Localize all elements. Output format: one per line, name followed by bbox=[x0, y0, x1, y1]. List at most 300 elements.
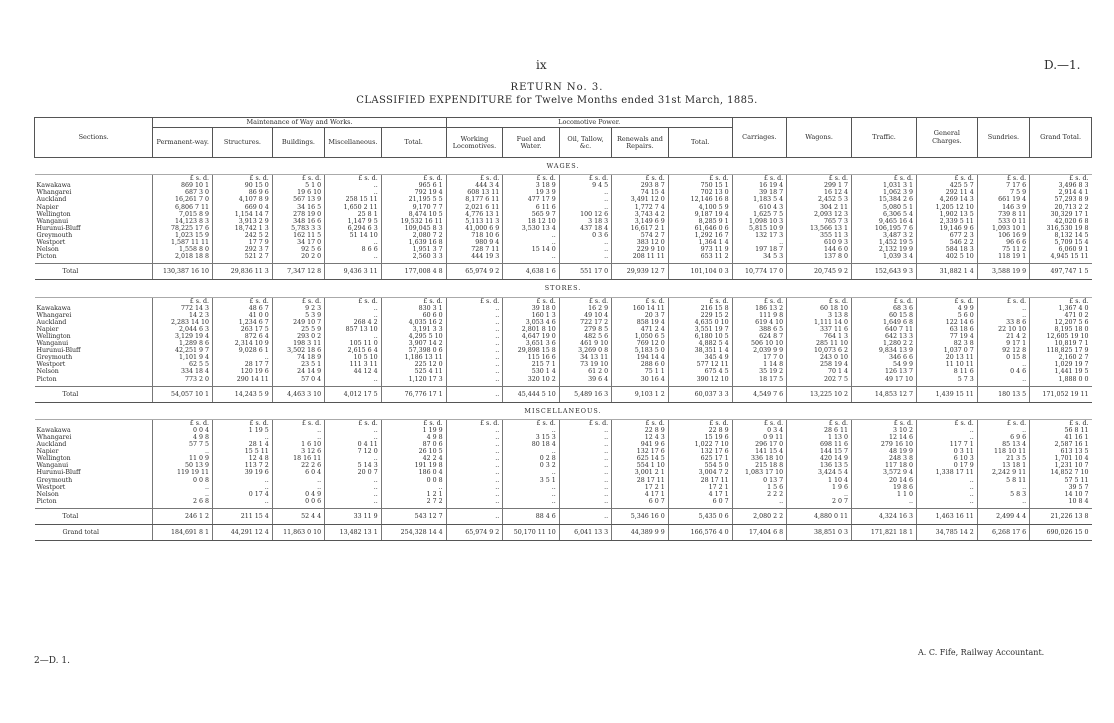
col-header: Buildings. bbox=[272, 128, 324, 158]
table-cell: 34 13 11 bbox=[559, 354, 611, 361]
units-cell: £ s. d. bbox=[916, 175, 977, 183]
table-cell: 35 19 2 bbox=[732, 368, 786, 375]
table-cell: 25 8 1 bbox=[325, 211, 382, 218]
table-cell: 16 12 4 bbox=[787, 189, 852, 196]
table-cell: 6,294 6 3 bbox=[325, 225, 382, 232]
table-cell: 1,101 9 4 bbox=[153, 354, 213, 361]
total-cell: 543 12 7 bbox=[381, 508, 446, 524]
table-cell: .. bbox=[559, 189, 611, 196]
total-label: Total bbox=[35, 386, 153, 402]
table-cell: 739 8 11 bbox=[977, 211, 1029, 218]
table-cell: 687 3 0 bbox=[153, 189, 213, 196]
row-label: Wellington bbox=[36, 455, 71, 463]
table-cell: .. bbox=[153, 484, 213, 491]
table-cell: 2,615 6 4 bbox=[325, 347, 382, 354]
row-label: Hurunui-Bluff bbox=[36, 469, 81, 477]
table-cell: .. bbox=[446, 469, 503, 476]
table-cell: .. bbox=[559, 239, 611, 246]
table-cell: 6 0 7 bbox=[612, 498, 669, 509]
table-cell: 4,945 15 11 bbox=[1030, 253, 1092, 264]
table-cell: 8 11 6 bbox=[916, 368, 977, 375]
total-cell: 9,436 3 11 bbox=[325, 264, 382, 280]
units-cell: £ s. d. bbox=[325, 175, 382, 183]
table-cell: 75 11 2 bbox=[977, 246, 1029, 253]
table-row bbox=[35, 462, 1092, 469]
table-cell: 75 1 1 bbox=[612, 368, 669, 375]
table-cell: 28 6 11 bbox=[787, 427, 852, 434]
table-cell: 1,039 3 4 bbox=[852, 253, 917, 264]
table-cell: 1,147 9 5 bbox=[325, 218, 382, 225]
table-cell: 12 4 3 bbox=[612, 434, 669, 441]
table-cell: 14 10 7 bbox=[1030, 491, 1092, 498]
table-cell: 669 0 4 bbox=[213, 204, 273, 211]
table-cell: 3,191 3 3 bbox=[381, 326, 446, 333]
table-cell: 109,045 8 3 bbox=[381, 225, 446, 232]
table-cell: 3,424 5 4 bbox=[787, 469, 852, 476]
table-cell: 258 15 11 bbox=[325, 196, 382, 203]
units-cell: £ s. d. bbox=[213, 419, 273, 427]
table-cell: 4,269 14 3 bbox=[916, 196, 977, 203]
table-cell: 1 1 0 bbox=[852, 491, 917, 498]
col-header: Carriages. bbox=[732, 118, 786, 158]
table-cell: 4,107 8 9 bbox=[213, 196, 273, 203]
table-cell: 677 2 3 bbox=[916, 232, 977, 239]
table-cell: 57,293 8 9 bbox=[1030, 196, 1092, 203]
table-cell: 1,902 13 5 bbox=[916, 211, 977, 218]
units-cell: £ s. d. bbox=[325, 297, 382, 305]
table-cell: 2,339 5 11 bbox=[916, 218, 977, 225]
table-cell: 12,605 19 10 bbox=[1030, 333, 1092, 340]
table-row bbox=[35, 189, 1092, 196]
table-cell: .. bbox=[503, 232, 560, 239]
table-cell: 197 18 7 bbox=[732, 246, 786, 253]
table-cell: 567 13 9 bbox=[272, 196, 324, 203]
table-cell: 3 18 3 bbox=[559, 218, 611, 225]
footer-signature: A. C. Fife, Railway Accountant. bbox=[918, 648, 1045, 657]
table-cell: 41 0 0 bbox=[213, 312, 273, 319]
units-cell: £ s. d. bbox=[852, 297, 917, 305]
table-cell: .. bbox=[325, 427, 382, 434]
total-cell: 4,638 1 6 bbox=[503, 264, 560, 280]
table-cell: .. bbox=[977, 305, 1029, 312]
table-cell: 248 3 8 bbox=[852, 455, 917, 462]
table-row bbox=[35, 441, 1092, 448]
table-cell: .. bbox=[852, 498, 917, 509]
table-cell: 2 2 2 bbox=[732, 491, 786, 498]
table-cell: 3 13 8 bbox=[787, 312, 852, 319]
table-cell: 546 2 2 bbox=[916, 239, 977, 246]
table-cell: 85 13 4 bbox=[977, 441, 1029, 448]
table-cell: 4,295 5 10 bbox=[381, 333, 446, 340]
total-cell: 31,882 1 4 bbox=[916, 264, 977, 280]
total-cell: 4,880 0 11 bbox=[787, 508, 852, 524]
table-cell: 12,207 5 6 bbox=[1030, 319, 1092, 326]
table-cell: 1 9 6 bbox=[787, 484, 852, 491]
table-cell: 28 17 11 bbox=[668, 477, 732, 484]
table-cell: 61,646 0 6 bbox=[668, 225, 732, 232]
table-cell: 1,023 15 9 bbox=[153, 232, 213, 239]
table-cell: 132 17 3 bbox=[732, 232, 786, 239]
table-cell: 4,776 13 1 bbox=[446, 211, 503, 218]
table-cell: 198 3 11 bbox=[272, 340, 324, 347]
table-cell: .. bbox=[559, 434, 611, 441]
table-cell: .. bbox=[559, 484, 611, 491]
table-cell: .. bbox=[446, 305, 503, 312]
table-cell: 5,113 11 3 bbox=[446, 218, 503, 225]
table-cell: 293 8 7 bbox=[612, 182, 669, 189]
table-cell: 3,502 18 6 bbox=[272, 347, 324, 354]
col-header: Wagons. bbox=[787, 118, 852, 158]
table-cell: 525 4 11 bbox=[381, 368, 446, 375]
table-cell: 1 19 5 bbox=[213, 427, 273, 434]
table-cell: 14 2 3 bbox=[153, 312, 213, 319]
table-cell: 444 19 3 bbox=[446, 253, 503, 264]
table-cell: 30 16 4 bbox=[612, 376, 669, 387]
table-cell: 17 7 0 bbox=[732, 354, 786, 361]
row-label: Whangarei bbox=[36, 189, 72, 197]
table-cell: 9 17 1 bbox=[977, 340, 1029, 347]
units-cell: £ s. d. bbox=[977, 175, 1029, 183]
table-cell: .. bbox=[446, 427, 503, 434]
table-cell: 471 0 2 bbox=[1030, 312, 1092, 319]
units-cell: £ s. d. bbox=[852, 175, 917, 183]
table-cell: 718 10 6 bbox=[446, 232, 503, 239]
table-row bbox=[35, 340, 1092, 347]
table-cell: 584 18 3 bbox=[916, 246, 977, 253]
table-cell: 444 3 4 bbox=[446, 182, 503, 189]
table-cell: 1,587 11 11 bbox=[153, 239, 213, 246]
table-cell: 320 10 2 bbox=[503, 376, 560, 387]
row-label: Napier bbox=[36, 448, 59, 456]
table-cell: 1,037 0 7 bbox=[916, 347, 977, 354]
grand-total-cell: 38,851 0 3 bbox=[787, 525, 852, 541]
table-cell: 1,338 17 11 bbox=[916, 469, 977, 476]
table-cell: 77 19 4 bbox=[916, 333, 977, 340]
table-cell: 24 14 9 bbox=[272, 368, 324, 375]
table-cell: .. bbox=[559, 491, 611, 498]
table-cell: 1,951 3 7 bbox=[381, 246, 446, 253]
row-label: Westport bbox=[36, 483, 66, 491]
total-label: Total bbox=[35, 264, 153, 280]
table-cell: .. bbox=[325, 484, 382, 491]
table-cell: 48 19 9 bbox=[852, 448, 917, 455]
table-cell: 56 8 11 bbox=[1030, 427, 1092, 434]
units-cell: £ s. d. bbox=[381, 297, 446, 305]
table-cell: 162 11 5 bbox=[272, 232, 324, 239]
table-cell: 2 7 2 bbox=[381, 498, 446, 509]
total-row bbox=[35, 508, 1092, 524]
table-cell: 857 13 10 bbox=[325, 326, 382, 333]
table-cell: 117 7 1 bbox=[916, 441, 977, 448]
table-cell: 92 12 8 bbox=[977, 347, 1029, 354]
total-cell: 76,776 17 1 bbox=[381, 386, 446, 402]
table-cell: 118 10 11 bbox=[977, 448, 1029, 455]
table-cell: 3 10 2 bbox=[852, 427, 917, 434]
table-cell: 6,180 10 5 bbox=[668, 333, 732, 340]
table-cell: 461 9 10 bbox=[559, 340, 611, 347]
table-row bbox=[35, 253, 1092, 264]
table-cell: 19 8 6 bbox=[852, 484, 917, 491]
table-cell: .. bbox=[916, 484, 977, 491]
table-cell: 0 17 9 bbox=[916, 462, 977, 469]
table-cell: 41 16 1 bbox=[1030, 434, 1092, 441]
table-cell: 1,625 7 5 bbox=[732, 211, 786, 218]
table-cell: 471 2 4 bbox=[612, 326, 669, 333]
table-cell: .. bbox=[977, 427, 1029, 434]
table-cell: 625 17 1 bbox=[668, 455, 732, 462]
table-cell: 3,913 2 9 bbox=[213, 218, 273, 225]
row-label: Picton bbox=[36, 497, 57, 505]
table-cell: 8 6 6 bbox=[325, 246, 382, 253]
table-cell: .. bbox=[559, 498, 611, 509]
table-cell: 30,329 17 1 bbox=[1030, 211, 1092, 218]
table-cell: 20 14 6 bbox=[852, 477, 917, 484]
table-cell: 50 13 9 bbox=[153, 462, 213, 469]
table-cell: 118,825 17 9 bbox=[1030, 347, 1092, 354]
table-cell: 86 9 6 bbox=[213, 189, 273, 196]
table-cell: 15 14 0 bbox=[503, 246, 560, 253]
table-cell: 5 3 9 bbox=[272, 312, 324, 319]
total-row bbox=[35, 264, 1092, 280]
table-cell: 229 9 10 bbox=[612, 246, 669, 253]
table-cell: 3,053 4 6 bbox=[503, 319, 560, 326]
table-cell: 0 4 9 bbox=[272, 491, 324, 498]
total-cell: 60,037 3 3 bbox=[668, 386, 732, 402]
total-cell: .. bbox=[446, 508, 503, 524]
table-cell: 243 0 10 bbox=[787, 354, 852, 361]
table-cell: 3 18 9 bbox=[503, 182, 560, 189]
table-cell: 113 7 2 bbox=[213, 462, 273, 469]
sections-header: Sections. bbox=[35, 118, 153, 158]
table-cell: 5 6 0 bbox=[916, 312, 977, 319]
table-cell: .. bbox=[446, 477, 503, 484]
table-cell: 2,587 16 1 bbox=[1030, 441, 1092, 448]
units-cell: £ s. d. bbox=[977, 419, 1029, 427]
table-cell: 1,649 6 8 bbox=[852, 319, 917, 326]
grand-total-cell: 65,974 9 2 bbox=[446, 525, 503, 541]
table-cell: 57,398 0 6 bbox=[381, 347, 446, 354]
table-cell: 42,020 6 8 bbox=[1030, 218, 1092, 225]
table-cell: .. bbox=[916, 434, 977, 441]
table-cell: 698 11 6 bbox=[787, 441, 852, 448]
col-header: General Charges. bbox=[916, 118, 977, 158]
table-cell: 506 10 10 bbox=[732, 340, 786, 347]
table-cell: 3,269 0 8 bbox=[559, 347, 611, 354]
table-cell: 0 3 4 bbox=[732, 427, 786, 434]
table-cell: 20 2 0 bbox=[272, 253, 324, 264]
units-cell: £ s. d. bbox=[272, 297, 324, 305]
table-cell: 613 13 5 bbox=[1030, 448, 1092, 455]
table-cell: .. bbox=[916, 491, 977, 498]
table-cell: 202 7 5 bbox=[787, 376, 852, 387]
units-cell: £ s. d. bbox=[381, 419, 446, 427]
table-cell: 0 17 4 bbox=[213, 491, 273, 498]
table-cell: .. bbox=[446, 434, 503, 441]
table-cell: 1 13 0 bbox=[787, 434, 852, 441]
table-cell: 19 3 9 bbox=[503, 189, 560, 196]
table-cell: .. bbox=[977, 312, 1029, 319]
table-cell: .. bbox=[559, 448, 611, 455]
table-cell: 4 9 8 bbox=[153, 434, 213, 441]
table-cell: 2,080 7 2 bbox=[381, 232, 446, 239]
total-cell: 65,974 9 2 bbox=[446, 264, 503, 280]
table-cell: .. bbox=[732, 498, 786, 509]
table-cell: 111 9 8 bbox=[732, 312, 786, 319]
table-cell: 57 0 4 bbox=[272, 376, 324, 387]
table-cell: 132 17 6 bbox=[668, 448, 732, 455]
table-cell: 764 1 3 bbox=[787, 333, 852, 340]
col-header: Working Locomotives. bbox=[446, 128, 503, 158]
table-cell: .. bbox=[559, 469, 611, 476]
table-cell: 728 7 11 bbox=[446, 246, 503, 253]
table-cell: 208 11 11 bbox=[612, 253, 669, 264]
table-cell: 39 6 4 bbox=[559, 376, 611, 387]
table-cell: 14,123 8 3 bbox=[153, 218, 213, 225]
grand-total-cell: 184,691 8 1 bbox=[153, 525, 213, 541]
table-cell: .. bbox=[325, 376, 382, 387]
table-cell: 10,073 6 2 bbox=[787, 347, 852, 354]
row-label: Greymouth bbox=[36, 354, 73, 362]
total-cell: 177,008 4 8 bbox=[381, 264, 446, 280]
table-cell: .. bbox=[787, 491, 852, 498]
table-cell: 5,183 5 0 bbox=[612, 347, 669, 354]
table-cell: 39 18 0 bbox=[503, 305, 560, 312]
grand-total-label: Grand total bbox=[35, 525, 153, 541]
col-header: Sundries. bbox=[977, 118, 1029, 158]
table-cell: 2,801 8 10 bbox=[503, 326, 560, 333]
table-cell: 78,225 17 6 bbox=[153, 225, 213, 232]
table-cell: 5,080 5 1 bbox=[852, 204, 917, 211]
table-cell: .. bbox=[559, 455, 611, 462]
table-cell: 3,651 3 6 bbox=[503, 340, 560, 347]
units-cell: £ s. d. bbox=[668, 419, 732, 427]
table-cell: 6 9 6 bbox=[977, 434, 1029, 441]
total-cell: 20,745 9 2 bbox=[787, 264, 852, 280]
table-cell: 1,367 4 0 bbox=[1030, 305, 1092, 312]
table-cell: 5,709 15 4 bbox=[1030, 239, 1092, 246]
table-cell: 18 17 5 bbox=[732, 376, 786, 387]
table-cell: .. bbox=[559, 196, 611, 203]
table-row bbox=[35, 182, 1092, 189]
table-cell: 290 14 11 bbox=[213, 376, 273, 387]
table-cell: 57 5 11 bbox=[1030, 477, 1092, 484]
table-cell: 3,530 13 4 bbox=[503, 225, 560, 232]
row-label: Nelson bbox=[36, 368, 59, 376]
table-row bbox=[35, 204, 1092, 211]
table-cell: 2,560 3 3 bbox=[381, 253, 446, 264]
table-cell: .. bbox=[381, 484, 446, 491]
table-cell: 17 7 9 bbox=[213, 239, 273, 246]
table-cell: .. bbox=[153, 491, 213, 498]
row-label: Greymouth bbox=[36, 231, 73, 239]
units-cell: £ s. d. bbox=[325, 419, 382, 427]
table-cell: 215 7 1 bbox=[503, 361, 560, 368]
table-cell: 20 3 7 bbox=[612, 312, 669, 319]
table-cell: 348 16 6 bbox=[272, 218, 324, 225]
table-cell: 6 11 6 bbox=[503, 204, 560, 211]
total-cell: 211 15 4 bbox=[213, 508, 273, 524]
table-cell: 9,465 16 4 bbox=[852, 218, 917, 225]
table-cell: .. bbox=[153, 448, 213, 455]
table-cell: 21,195 5 5 bbox=[381, 196, 446, 203]
table-cell: 296 17 0 bbox=[732, 441, 786, 448]
table-cell: 0 3 11 bbox=[916, 448, 977, 455]
table-cell: 191 19 8 bbox=[381, 462, 446, 469]
table-row bbox=[35, 477, 1092, 484]
table-cell: 19,532 16 11 bbox=[381, 218, 446, 225]
table-cell: 608 13 11 bbox=[446, 189, 503, 196]
table-row bbox=[35, 491, 1092, 498]
table-cell: 577 12 11 bbox=[668, 361, 732, 368]
total-cell: 1,463 16 11 bbox=[916, 508, 977, 524]
row-label: Hurunui-Bluff bbox=[36, 347, 81, 355]
table-cell: 18,742 1 3 bbox=[213, 225, 273, 232]
table-cell: 3,149 6 9 bbox=[612, 218, 669, 225]
expenditure-table bbox=[34, 117, 1092, 541]
total-cell: 2,080 2 2 bbox=[732, 508, 786, 524]
units-cell: £ s. d. bbox=[213, 175, 273, 183]
table-body bbox=[35, 158, 1092, 541]
table-cell: 2 0 7 bbox=[787, 498, 852, 509]
table-cell: 9,834 13 9 bbox=[852, 347, 917, 354]
table-cell: 7 17 6 bbox=[977, 182, 1029, 189]
table-cell: 1,650 2 11 bbox=[325, 204, 382, 211]
table-cell: 1,205 12 10 bbox=[916, 204, 977, 211]
table-row bbox=[35, 361, 1092, 368]
table-cell: 63 18 6 bbox=[916, 326, 977, 333]
table-cell: 54 9 9 bbox=[852, 361, 917, 368]
table-cell: 3,551 19 7 bbox=[668, 326, 732, 333]
table-cell: 3,129 19 4 bbox=[153, 333, 213, 340]
table-cell: 1,452 19 5 bbox=[852, 239, 917, 246]
units-cell: £ s. d. bbox=[272, 419, 324, 427]
table-cell: 1 14 8 bbox=[732, 361, 786, 368]
table-cell: .. bbox=[446, 455, 503, 462]
table-cell: 765 7 3 bbox=[787, 218, 852, 225]
table-cell: 4 17 1 bbox=[668, 491, 732, 498]
table-cell: 3 15 3 bbox=[503, 434, 560, 441]
table-cell: 869 10 1 bbox=[153, 182, 213, 189]
table-cell: 7 5 9 bbox=[977, 189, 1029, 196]
table-cell: 74 18 9 bbox=[272, 354, 324, 361]
table-cell: .. bbox=[272, 427, 324, 434]
table-cell: 292 3 7 bbox=[213, 246, 273, 253]
table-cell: 11 10 11 bbox=[916, 361, 977, 368]
table-cell: 1,364 1 4 bbox=[668, 239, 732, 246]
table-cell: 1 10 4 bbox=[787, 477, 852, 484]
table-cell: 115 16 6 bbox=[503, 354, 560, 361]
units-cell: £ s. d. bbox=[732, 297, 786, 305]
total-cell: 33 11 9 bbox=[325, 508, 382, 524]
table-cell: 1,888 0 0 bbox=[1030, 376, 1092, 387]
table-cell: .. bbox=[213, 498, 273, 509]
total-cell: 551 17 0 bbox=[559, 264, 611, 280]
total-cell: 7,347 12 8 bbox=[272, 264, 324, 280]
units-cell: £ s. d. bbox=[852, 419, 917, 427]
table-cell: 610 4 3 bbox=[732, 204, 786, 211]
table-cell: 26 10 5 bbox=[381, 448, 446, 455]
table-cell: 29,898 15 8 bbox=[503, 347, 560, 354]
table-cell: .. bbox=[325, 455, 382, 462]
table-cell: 530 1 4 bbox=[503, 368, 560, 375]
table-cell: 640 7 11 bbox=[852, 326, 917, 333]
table-cell: .. bbox=[446, 462, 503, 469]
table-cell: 5,815 10 9 bbox=[732, 225, 786, 232]
page-reference: D.—1. bbox=[1044, 58, 1081, 72]
table-cell: 1,111 14 0 bbox=[787, 319, 852, 326]
row-label: Whangarei bbox=[36, 434, 72, 441]
units-cell: £ s. d. bbox=[1030, 297, 1092, 305]
